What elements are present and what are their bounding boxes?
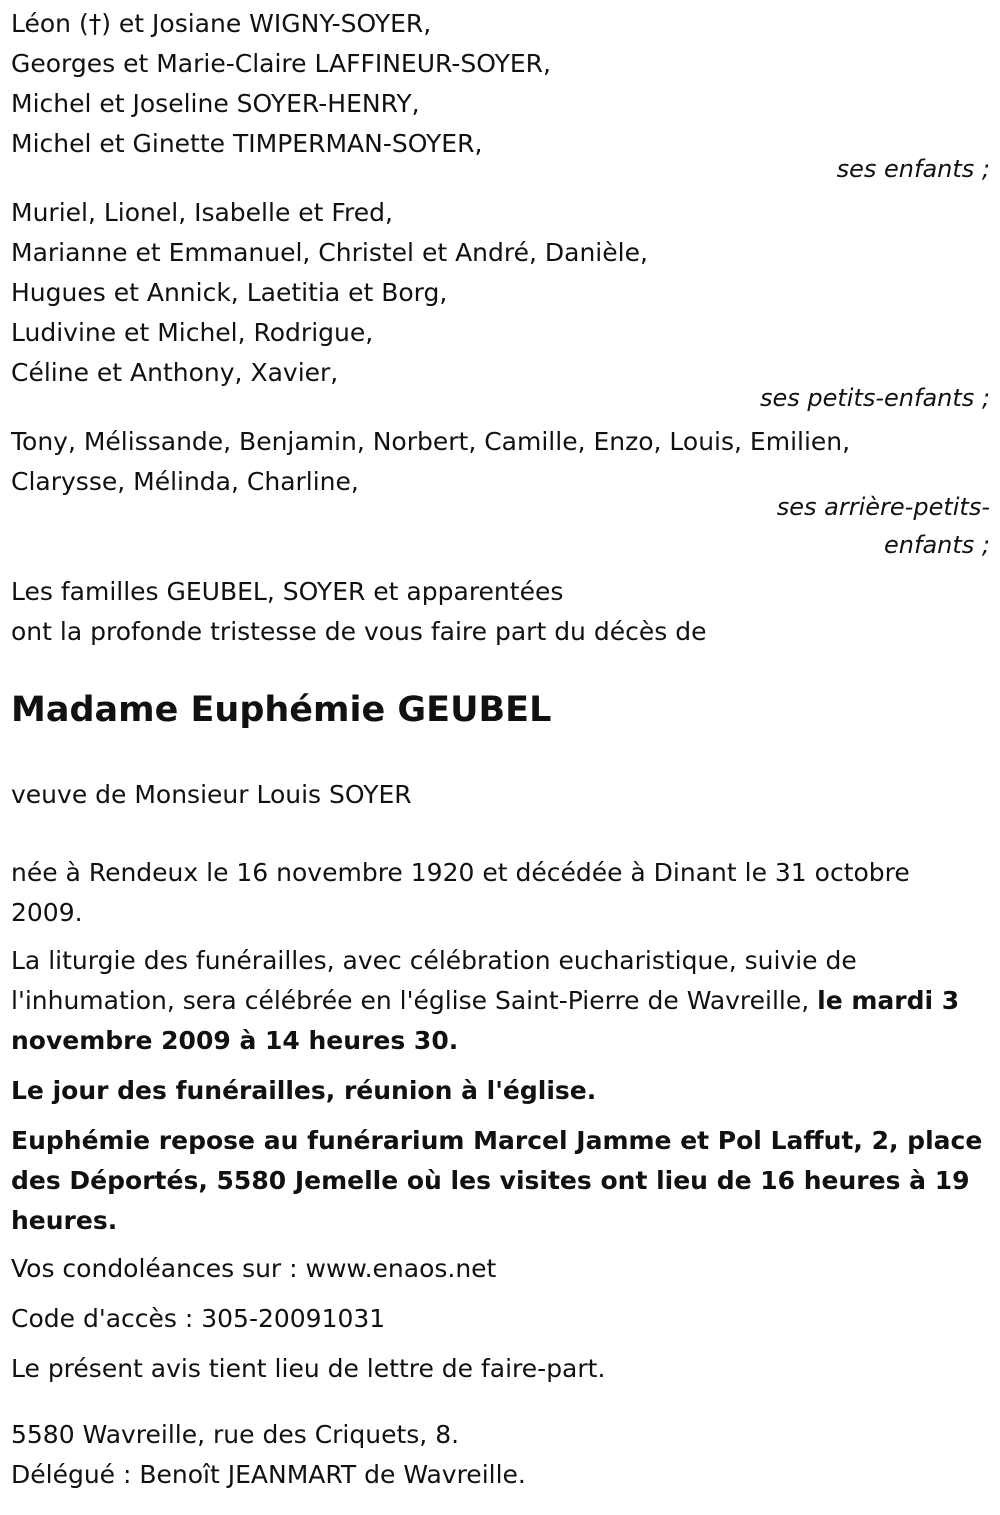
- grandchildren-role: ses petits-enfants ;: [759, 384, 990, 412]
- great-grandchildren-line: Clarysse, Mélinda, Charline,: [11, 467, 359, 496]
- children-line: Georges et Marie-Claire LAFFINEUR-SOYER,: [11, 49, 551, 78]
- grandchildren-line: Marianne et Emmanuel, Christel et André, Danièle,: [11, 238, 648, 267]
- families-line: ont la profonde tristesse de vous faire part du décès de: [11, 617, 707, 646]
- great-grandchildren-role: enfants ;: [884, 531, 990, 559]
- address-line: 5580 Wavreille, rue des Criquets, 8.: [11, 1420, 460, 1449]
- ceremony-desc: La liturgie des funérailles, avec célébration eucharistique, suivie de l'inhumation, sera célébrée en l'église Saint-Pierre de Wavreille,: [11, 946, 857, 1015]
- grandchildren-line: Céline et Anthony, Xavier,: [11, 358, 339, 387]
- deceased-name: Madame Euphémie GEUBEL: [11, 690, 552, 730]
- notice-text: Le présent avis tient lieu de lettre de faire-part.: [11, 1354, 606, 1383]
- great-grandchildren-block: [11, 422, 990, 564]
- children-line: Léon (†) et Josiane WIGNY-SOYER,: [11, 9, 432, 38]
- grandchildren-line: Hugues et Annick, Laetitia et Borg,: [11, 278, 448, 307]
- families-line: Les familles GEUBEL, SOYER et apparentées: [11, 577, 564, 606]
- access-code: Code d'accès : 305-20091031: [11, 1304, 386, 1333]
- grandchildren-line: Ludivine et Michel, Rodrigue,: [11, 318, 374, 347]
- grandchildren-block: [11, 193, 990, 417]
- children-line: Michel et Ginette TIMPERMAN-SOYER,: [11, 129, 483, 158]
- families-block: [11, 572, 990, 652]
- ceremony-text: [11, 941, 990, 1061]
- address-block: [11, 1415, 990, 1495]
- children-line: Michel et Joseline SOYER-HENRY,: [11, 89, 420, 118]
- birth-death: née à Rendeux le 16 novembre 1920 et décédée à Dinant le 31 octobre 2009.: [11, 858, 910, 927]
- great-grandchildren-line: Tony, Mélissande, Benjamin, Norbert, Camille, Enzo, Louis, Emilien,: [11, 427, 851, 456]
- children-role: ses enfants ;: [836, 155, 990, 183]
- condolences-text: Vos condoléances sur : www.enaos.net: [11, 1254, 497, 1283]
- widow-of: veuve de Monsieur Louis SOYER: [11, 780, 412, 809]
- rest-info: Euphémie repose au funérarium Marcel Jamme et Pol Laffut, 2, place des Déportés, 5580 Jemelle où les visites ont lieu de 16 heures à 19 heures.: [11, 1126, 983, 1235]
- children-block: [11, 0, 990, 188]
- ceremony-date: le mardi 3 novembre 2009 à 14 heures 30.: [11, 986, 960, 1055]
- delegate-line: Délégué : Benoît JEANMART de Wavreille.: [11, 1460, 526, 1489]
- great-grandchildren-role: ses arrière-petits-: [776, 493, 990, 521]
- meeting-info: Le jour des funérailles, réunion à l'église.: [11, 1076, 597, 1105]
- grandchildren-line: Muriel, Lionel, Isabelle et Fred,: [11, 198, 393, 227]
